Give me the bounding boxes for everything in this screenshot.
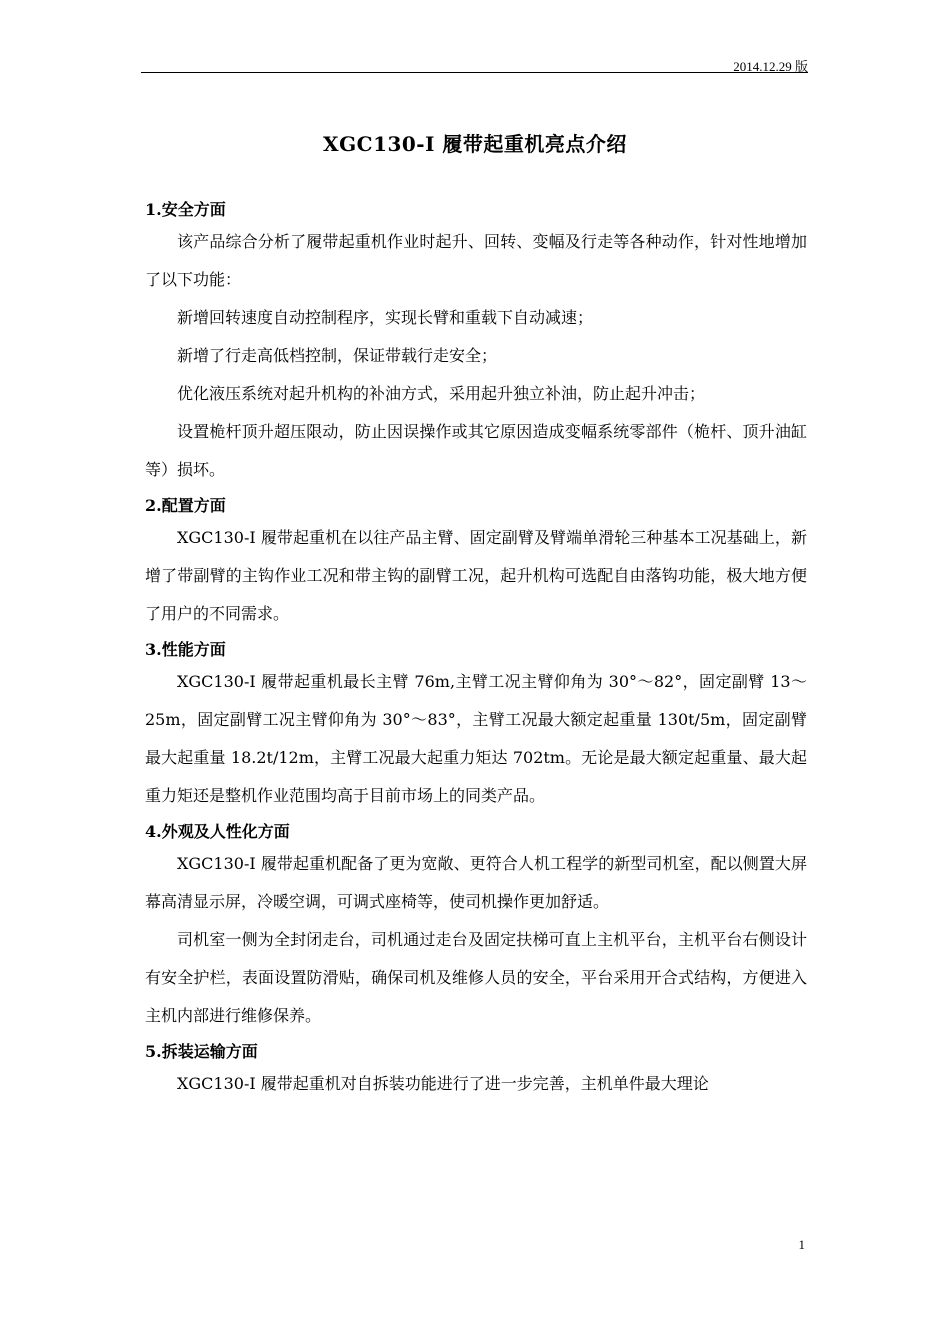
section-configuration <box>145 496 807 633</box>
document-title: XGC130-I 履带起重机亮点介绍 <box>323 132 627 156</box>
section-heading: 3.性能方面 <box>145 640 226 659</box>
paragraph: XGC130-I 履带起重机配备了更为宽敞、更符合人机工程学的新型司机室，配以侧置大屏幕高清显示屏，冷暖空调，可调式座椅等，使司机操作更加舒适。 <box>145 854 807 911</box>
paragraph: 新增了行走高低档控制，保证带载行走安全； <box>177 346 498 365</box>
section-heading: 2.配置方面 <box>145 496 226 515</box>
section-heading: 5.拆装运输方面 <box>145 1042 258 1061</box>
paragraph: XGC130-I 履带起重机在以往产品主臂、固定副臂及臂端单滑轮三种基本工况基础上，新增了带副臂的主钩作业工况和带主钩的副臂工况，起升机构可选配自由落钩功能，极大地方便了用户的不同需求。 <box>145 528 807 623</box>
section-safety <box>145 200 807 489</box>
paragraph: 优化液压系统对起升机构的补油方式，采用起升独立补油，防止起升冲击； <box>177 384 706 403</box>
paragraph: 新增回转速度自动控制程序，实现长臂和重载下自动减速； <box>177 308 594 327</box>
paragraph: 司机室一侧为全封闭走台，司机通过走台及固定扶梯可直上主机平台，主机平台右侧设计有安全护栏，表面设置防滑贴，确保司机及维修人员的安全，平台采用开合式结构，方便进入主机内部进行维修保养。 <box>145 930 807 1025</box>
section-appearance <box>145 822 807 1035</box>
section-performance <box>145 640 807 815</box>
page-number: 1 <box>798 1237 805 1252</box>
paragraph: 该产品综合分析了履带起重机作业时起升、回转、变幅及行走等各种动作，针对性地增加了以下功能： <box>145 232 807 289</box>
paragraph: XGC130-I 履带起重机最长主臂 76m,主臂工况主臂仰角为 30°～82°，固定副臂 13～25m，固定副臂工况主臂仰角为 30°～83°，主臂工况最大额定起重量 130t/5m，固定副臂最大起重量 18.2t/12m，主臂工况最大起重力矩达 702tm。无论是最大额定起重量、最大起重力矩还是整机作业范围均高于目前市场上的同类产品。 <box>145 672 807 805</box>
paragraph: 设置桅杆顶升超压限动，防止因误操作或其它原因造成变幅系统零部件（桅杆、顶升油缸等）损坏。 <box>145 422 807 479</box>
header-divider <box>141 72 808 73</box>
header-version-label: 2014.12.29 版 <box>733 59 808 74</box>
document-body <box>145 200 807 1103</box>
paragraph: XGC130-I 履带起重机对自拆装功能进行了进一步完善，主机单件最大理论 <box>177 1074 709 1093</box>
section-transport <box>145 1042 807 1103</box>
section-heading: 4.外观及人性化方面 <box>145 822 290 841</box>
section-heading: 1.安全方面 <box>145 200 226 219</box>
